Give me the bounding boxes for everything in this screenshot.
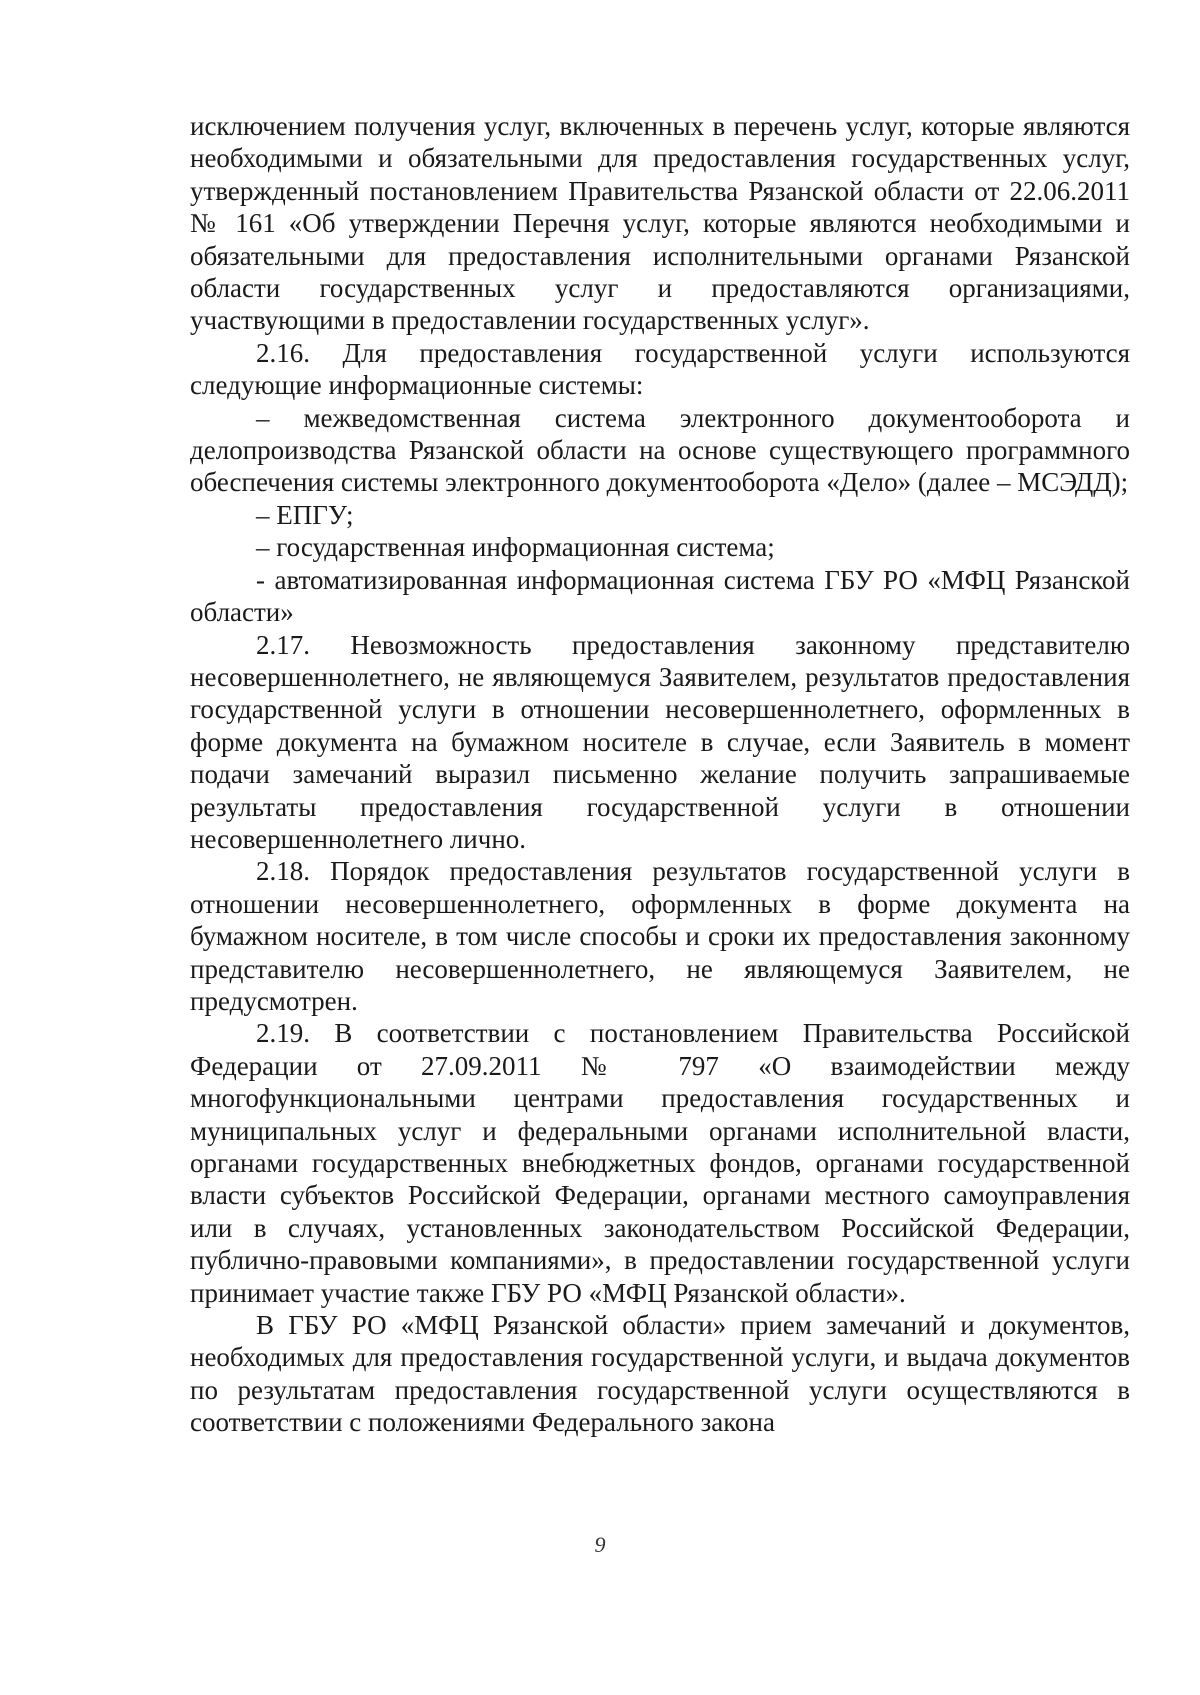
paragraph-2-16: 2.16. Для предоставления государственной услуги используются следующие информационные системы: (190, 337, 1130, 401)
list-item-state-info-system: – государственная информационная система; (256, 532, 775, 563)
paragraph-2-17: 2.17. Невозможность предоставления законному представителю несовершеннолетнего, не являющемуся Заявителем, результатов предоставления государственной услуги в отношении несовершеннолетнего, оформленных в форме документа на бумажном носителе в случае, если Заявитель в момент подачи замечаний выразил письменно желание получить запрашиваемые результаты предоставления государственной услуги в отношении несовершеннолетнего лично. (190, 629, 1130, 854)
document-body (190, 110, 1130, 1439)
paragraph-2-19: 2.19. В соответствии с постановлением Правительства Российской Федерации от 27.09.2011 № 797 «О взаимодействии между многофункциональными центрами предоставления государственных и муниципальных услуг и федеральными органами исполнительной власти, органами государственных внебюджетных фондов, органами государственной власти субъектов Российской Федерации, органами местного самоуправления или в случаях, установленных законодательством Российской Федерации, публично-правовыми компаниями», в предоставлении государственной услуги принимает участие также ГБУ РО «МФЦ Рязанской области». (190, 1018, 1130, 1308)
list-item-msedd: – межведомственная система электронного документооборота и делопроизводства Рязанской области на основе существующего программного обеспечения системы электронного документооборота «Дело» (далее – МСЭДД); (190, 402, 1130, 498)
paragraph-2-18: 2.18. Порядок предоставления результатов государственной услуги в отношении несовершеннолетнего, оформленных в форме документа на бумажном носителе, в том числе способы и сроки их предоставления законному представителю несовершеннолетнего, не являющемуся Заявителем, не предусмотрен. (190, 856, 1130, 1016)
paragraph-mfc-procedure: В ГБУ РО «МФЦ Рязанской области» прием замечаний и документов, необходимых для предоставления государственной услуги, и выдача документов по результатам предоставления государственной услуги осуществляются в соответствии с положениями Федерального закона (190, 1310, 1130, 1438)
list-item-mfc-system: - автоматизированная информационная система ГБУ РО «МФЦ Рязанской области» (190, 564, 1130, 628)
paragraph-intro-continuation: исключением получения услуг, включенных в перечень услуг, которые являются необходимыми и обязательными для предоставления государственных услуг, утвержденный постановлением Правительства Рязанской области от 22.06.2011 № 161 «Об утверждении Перечня услуг, которые являются необходимыми и обязательными для предоставления исполнительными органами Рязанской области государственных услуг и предоставляются организациями, участвующими в предоставлении государственных услуг». (190, 111, 1130, 336)
list-item-epgu: – ЕПГУ; (256, 499, 354, 530)
page-number: 9 (594, 1532, 606, 1557)
